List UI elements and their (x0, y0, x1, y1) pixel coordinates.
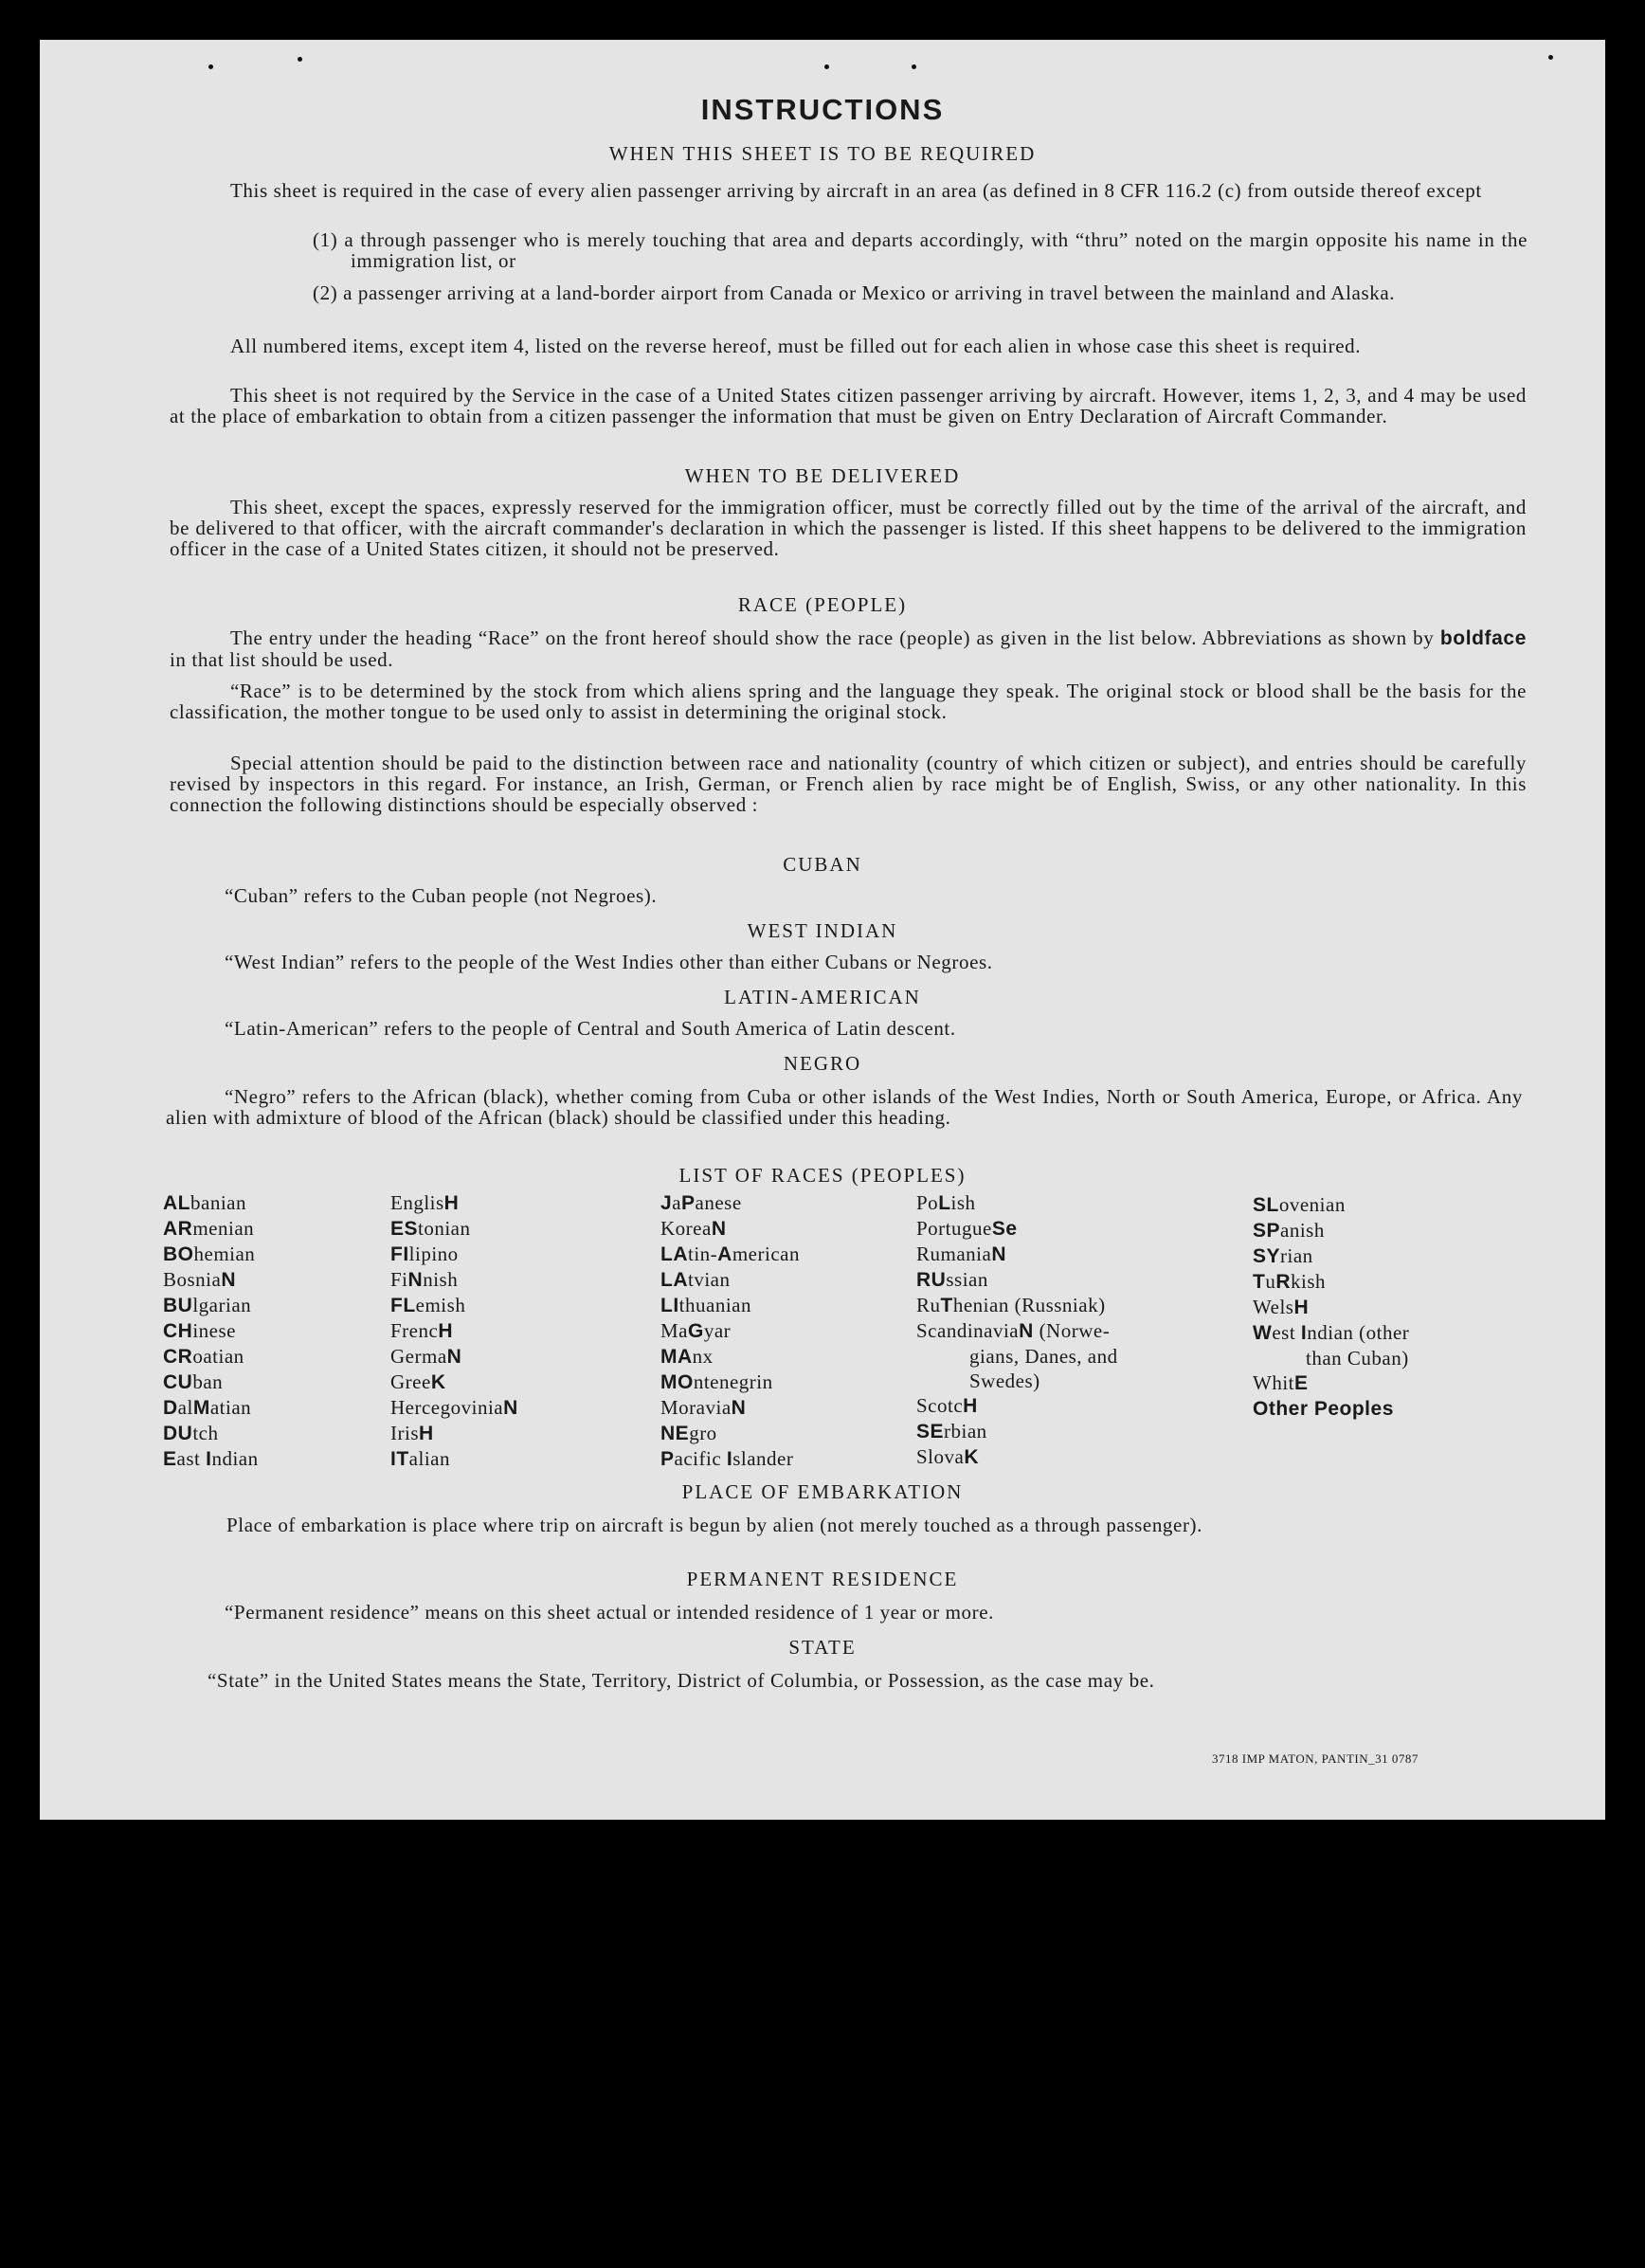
abbreviation-letters: M (192, 1397, 210, 1419)
abbreviation-letters: IT (390, 1448, 409, 1470)
abbreviation-letters: D (163, 1397, 178, 1419)
race-entry (390, 1267, 518, 1293)
abbreviation-letters: SP (1253, 1220, 1281, 1242)
race-entry (916, 1216, 1118, 1242)
heading-place-of-embarkation: PLACE OF EMBARKATION (681, 1480, 964, 1503)
heading-permanent-residence: PERMANENT RESIDENCE (686, 1568, 959, 1590)
race-text: Frenc (390, 1319, 439, 1342)
race-text: hemian (193, 1243, 256, 1265)
abbreviation-letters: W (1253, 1322, 1273, 1344)
race-entry (1253, 1346, 1409, 1370)
race-text: Hercegovinia (390, 1396, 504, 1419)
race-text: inese (192, 1319, 236, 1342)
race-entry (1253, 1218, 1409, 1243)
race-text: Iris (390, 1422, 419, 1444)
race-text: Whit (1253, 1371, 1294, 1394)
race-text: than Cuban) (1306, 1347, 1409, 1370)
race-text: ndian (other (1307, 1321, 1410, 1344)
race-text: oatian (192, 1345, 244, 1368)
abbreviation-letters: AR (163, 1218, 193, 1240)
race-entry (660, 1344, 800, 1370)
heading-when-required: WHEN THIS SHEET IS TO BE REQUIRED (608, 142, 1037, 165)
paragraph: “Race” is to be determined by the stock from which aliens spring and the language they speak. The original stock or blood shall be the basis for the classification, the mother tongue to be used only to assist in determining the original stock. (170, 680, 1527, 723)
definition: “State” in the United States means the State, Territory, District of Columbia, or Possession, as the case may be. (208, 1669, 1155, 1692)
race-text: acific (674, 1447, 727, 1470)
race-entry (390, 1293, 518, 1318)
race-entry (660, 1216, 800, 1242)
heading-west-indian: WEST INDIAN (747, 919, 898, 942)
race-entry (163, 1344, 259, 1370)
race-entry (163, 1421, 259, 1446)
race-text: ish (950, 1191, 976, 1214)
abbreviation-letters: SY (1253, 1245, 1281, 1267)
speck (1548, 55, 1553, 60)
race-entry (660, 1318, 800, 1344)
race-entry (163, 1370, 259, 1395)
abbreviation-letters: L (938, 1192, 951, 1214)
race-text: ast (176, 1447, 207, 1470)
abbreviation-letters: CH (163, 1320, 193, 1342)
abbreviation-letters: A (717, 1243, 732, 1265)
abbreviation-letters: N (1019, 1320, 1034, 1342)
heading-list-of-races: LIST OF RACES (PEOPLES) (678, 1164, 967, 1187)
definition: “Negro” refers to the African (black), whether coming from Cuba or other islands of the West Indies, North or South America, Europe, or Africa. Any alien with admixture of blood of the African (black) should be classified under this heading. (166, 1085, 1523, 1129)
abbreviation-letters: I (1300, 1322, 1308, 1344)
race-text: anese (695, 1191, 742, 1214)
race-entry (390, 1344, 518, 1370)
exception-item: (1) a through passenger who is merely touching that area and departs accordingly, with “thru” noted on the margin opposite his name in the immigration list, or (313, 228, 1528, 272)
abbreviation-letters: N (407, 1269, 424, 1291)
race-text: Ma (660, 1319, 688, 1342)
race-entry (390, 1446, 518, 1472)
abbreviation-letters: Other Peoples (1253, 1398, 1394, 1420)
race-entry (916, 1190, 1118, 1216)
abbreviation-letters: SL (1253, 1194, 1279, 1216)
abbreviation-letters: H (419, 1423, 434, 1444)
abbreviation-letters: H (1293, 1297, 1310, 1318)
heading-negro: NEGRO (783, 1052, 862, 1075)
race-entry (660, 1267, 800, 1293)
abbreviation-letters: J (660, 1192, 673, 1214)
race-entry (660, 1395, 800, 1421)
race-entry (916, 1344, 1118, 1369)
race-text: tin- (688, 1243, 718, 1265)
race-column-4 (916, 1190, 1118, 1470)
race-entry (916, 1318, 1118, 1344)
race-entry (1253, 1396, 1409, 1422)
paragraph: All numbered items, except item 4, listed on the reverse hereof, must be filled out for each alien in whose case this sheet is required. (230, 335, 1362, 357)
race-text: atian (209, 1396, 252, 1419)
abbreviation-letters: N (731, 1397, 747, 1419)
race-text: Po (916, 1191, 939, 1214)
race-text: Gree (390, 1370, 431, 1393)
race-text: rian (1280, 1244, 1313, 1267)
abbreviation-letters: FI (390, 1243, 409, 1265)
race-text: alian (408, 1447, 450, 1470)
race-entry (163, 1446, 259, 1472)
race-entry (916, 1444, 1118, 1470)
race-text: anish (1280, 1219, 1325, 1242)
speck (824, 64, 829, 69)
abbreviation-letters: R (1275, 1271, 1291, 1293)
race-entry (916, 1242, 1118, 1267)
paragraph: This sheet is required in the case of every alien passenger arriving by aircraft in an area (as defined in 8 CFR 116.2 (c) from outside thereof except (230, 179, 1482, 202)
race-entry (163, 1293, 259, 1318)
race-entry (1253, 1269, 1409, 1295)
race-entry (1253, 1295, 1409, 1320)
race-text: (Norwe- (1033, 1319, 1111, 1342)
heading-cuban: CUBAN (783, 853, 862, 876)
race-text: lgarian (192, 1294, 252, 1316)
race-entry (1253, 1243, 1409, 1269)
abbreviation-letters: H (443, 1192, 460, 1214)
abbreviation-letters: N (503, 1397, 518, 1419)
race-text: rbian (944, 1420, 987, 1442)
abbreviation-letters: ES (390, 1218, 419, 1240)
heading-latin-american: LATIN-AMERICAN (724, 986, 921, 1008)
boldface-word: boldface (1439, 627, 1527, 649)
paragraph: This sheet, except the spaces, expressly reserved for the immigration officer, must be correctly filled out by the time of the arrival of the aircraft, and be delivered to that officer, with the aircraft commander's declaration in which the passenger is listed. If this sheet happens to be delivered to the immigration officer in the case of a United States citizen, it should not be preserved. (170, 496, 1527, 560)
abbreviation-letters: N (446, 1346, 462, 1368)
race-text: ntenegrin (693, 1370, 773, 1393)
race-entry (660, 1370, 800, 1395)
speck (208, 64, 213, 69)
race-text: kish (1291, 1270, 1327, 1293)
race-text: banian (190, 1191, 246, 1214)
paragraph: This sheet is not required by the Service in the case of a United States citizen passenger arriving by aircraft. However, items 1, 2, 3, and 4 may be used at the place of embarkation to obtain from a citizen passenger the information that must be given on Entry Declaration of Aircraft Commander. (170, 384, 1527, 427)
race-text: Wels (1253, 1296, 1294, 1318)
instruction-sheet (40, 40, 1605, 1820)
abbreviation-letters: P (681, 1192, 696, 1214)
race-text: Englis (390, 1191, 444, 1214)
race-text: a (672, 1191, 682, 1214)
race-text: gro (689, 1422, 717, 1444)
race-entry (163, 1242, 259, 1267)
abbreviation-letters: G (688, 1320, 704, 1342)
abbreviation-letters: E (1294, 1372, 1309, 1394)
race-text: tvian (688, 1268, 731, 1291)
race-text: merican (732, 1243, 800, 1265)
abbreviation-letters: CU (163, 1371, 193, 1393)
race-entry (390, 1421, 518, 1446)
abbreviation-letters: FL (390, 1295, 416, 1316)
race-entry (660, 1421, 800, 1446)
race-text: Slova (916, 1445, 965, 1468)
race-entry (916, 1293, 1118, 1318)
exception-item: (2) a passenger arriving at a land-border airport from Canada or Mexico or arriving in travel between the mainland and Alaska. (313, 281, 1396, 304)
abbreviation-letters: LI (660, 1295, 679, 1316)
race-text: nx (692, 1345, 714, 1368)
race-column-2 (390, 1190, 518, 1472)
race-entry (660, 1190, 800, 1216)
definition: “West Indian” refers to the people of the West Indies other than either Cubans or Negroes. (225, 951, 993, 973)
text: The entry under the heading “Race” on the front hereof should show the race (people) as given in the list below. Abbreviations as shown by (230, 626, 1440, 649)
abbreviation-letters: K (430, 1371, 446, 1393)
race-text: tch (192, 1422, 219, 1444)
abbreviation-letters: MA (660, 1346, 693, 1368)
heading-when-delivered: WHEN TO BE DELIVERED (684, 464, 961, 487)
race-entry (163, 1395, 259, 1421)
race-entry (163, 1216, 259, 1242)
abbreviation-letters: I (206, 1448, 212, 1470)
race-entry (390, 1395, 518, 1421)
speck (298, 57, 302, 62)
race-text: Germa (390, 1345, 447, 1368)
race-text: ssian (946, 1268, 988, 1291)
race-column-1 (163, 1190, 259, 1472)
race-column-5 (1253, 1192, 1409, 1422)
abbreviation-letters: SE (916, 1421, 945, 1442)
race-text: menian (192, 1217, 255, 1240)
race-entry (660, 1293, 800, 1318)
race-entry (390, 1370, 518, 1395)
abbreviation-letters: CR (163, 1346, 193, 1368)
race-entry (163, 1267, 259, 1293)
speck (912, 64, 916, 69)
race-text: Ru (916, 1294, 941, 1316)
race-text: ban (192, 1370, 224, 1393)
abbreviation-letters: T (1253, 1271, 1266, 1293)
page-title: INSTRUCTIONS (700, 93, 945, 126)
race-text: Scandinavia (916, 1319, 1020, 1342)
abbreviation-letters: N (991, 1243, 1006, 1265)
race-text: thuanian (678, 1294, 751, 1316)
race-entry (163, 1190, 259, 1216)
race-entry (390, 1216, 518, 1242)
abbreviation-letters: N (711, 1218, 727, 1240)
race-text: nish (423, 1268, 459, 1291)
paragraph (170, 627, 1527, 670)
race-text: Korea (660, 1217, 712, 1240)
race-text: tonian (418, 1217, 471, 1240)
race-text: Rumania (916, 1243, 992, 1265)
race-text: ndian (211, 1447, 259, 1470)
race-column-3 (660, 1190, 800, 1472)
definition: “Permanent residence” means on this sheet actual or intended residence of 1 year or more. (225, 1601, 995, 1624)
race-entry (390, 1190, 518, 1216)
abbreviation-letters: BO (163, 1243, 194, 1265)
abbreviation-letters: E (163, 1448, 177, 1470)
abbreviation-letters: N (221, 1269, 237, 1291)
race-text: emish (415, 1294, 466, 1316)
race-text: Swedes) (969, 1370, 1040, 1392)
abbreviation-letters: LA (660, 1243, 688, 1265)
race-text: est (1272, 1321, 1301, 1344)
race-text: gians, Danes, and (969, 1345, 1118, 1368)
race-text: Moravia (660, 1396, 732, 1419)
abbreviation-letters: BU (163, 1295, 193, 1316)
abbreviation-letters: RU (916, 1269, 947, 1291)
race-text: yar (703, 1319, 732, 1342)
abbreviation-letters: NE (660, 1423, 690, 1444)
abbreviation-letters: MO (660, 1371, 694, 1393)
race-text: Scotc (916, 1394, 964, 1417)
print-code: 3718 IMP MATON, PANTIN_31 0787 (1212, 1751, 1419, 1766)
abbreviation-letters: I (726, 1448, 733, 1470)
text: in that list should be used. (170, 648, 394, 671)
race-entry (916, 1419, 1118, 1444)
definition: “Cuban” refers to the Cuban people (not Negroes). (225, 884, 658, 907)
race-text: ovenian (1278, 1193, 1346, 1216)
abbreviation-letters: P (660, 1448, 675, 1470)
abbreviation-letters: LA (660, 1269, 688, 1291)
race-entry (390, 1318, 518, 1344)
heading-race: RACE (PEOPLE) (737, 593, 908, 616)
race-entry (390, 1242, 518, 1267)
heading-state: STATE (788, 1636, 857, 1659)
race-entry (916, 1393, 1118, 1419)
race-entry (916, 1267, 1118, 1293)
race-entry (916, 1369, 1118, 1393)
abbreviation-letters: AL (163, 1192, 190, 1214)
paragraph: Special attention should be paid to the distinction between race and nationality (country of which citizen or subject), and entries should be carefully revised by inspectors in this regard. For instance, an Irish, German, or French alien by race might be of English, Swiss, or any other nationality. In this connection the following distinctions should be especially observed : (170, 752, 1527, 816)
race-text: Portugue (916, 1217, 992, 1240)
race-entry (1253, 1320, 1409, 1346)
race-text: slander (732, 1447, 794, 1470)
race-text: henian (Russniak) (952, 1294, 1106, 1316)
abbreviation-letters: H (438, 1320, 453, 1342)
race-entry (660, 1242, 800, 1267)
race-entry (660, 1446, 800, 1472)
abbreviation-letters: DU (163, 1423, 193, 1444)
abbreviation-letters: H (963, 1395, 978, 1417)
abbreviation-letters: K (964, 1446, 980, 1468)
race-entry (1253, 1370, 1409, 1396)
definition: “Latin-American” refers to the people of Central and South America of Latin descent. (225, 1017, 956, 1040)
race-text: al (177, 1396, 193, 1419)
race-entry (1253, 1192, 1409, 1218)
abbreviation-letters: T (940, 1295, 953, 1316)
race-entry (163, 1318, 259, 1344)
race-text: Bosnia (163, 1268, 222, 1291)
race-text: Fi (390, 1268, 408, 1291)
race-text: u (1265, 1270, 1276, 1293)
definition: Place of embarkation is place where trip on aircraft is begun by alien (not merely touched as a through passenger). (226, 1514, 1202, 1536)
abbreviation-letters: Se (991, 1218, 1018, 1240)
race-text: lipino (408, 1243, 459, 1265)
